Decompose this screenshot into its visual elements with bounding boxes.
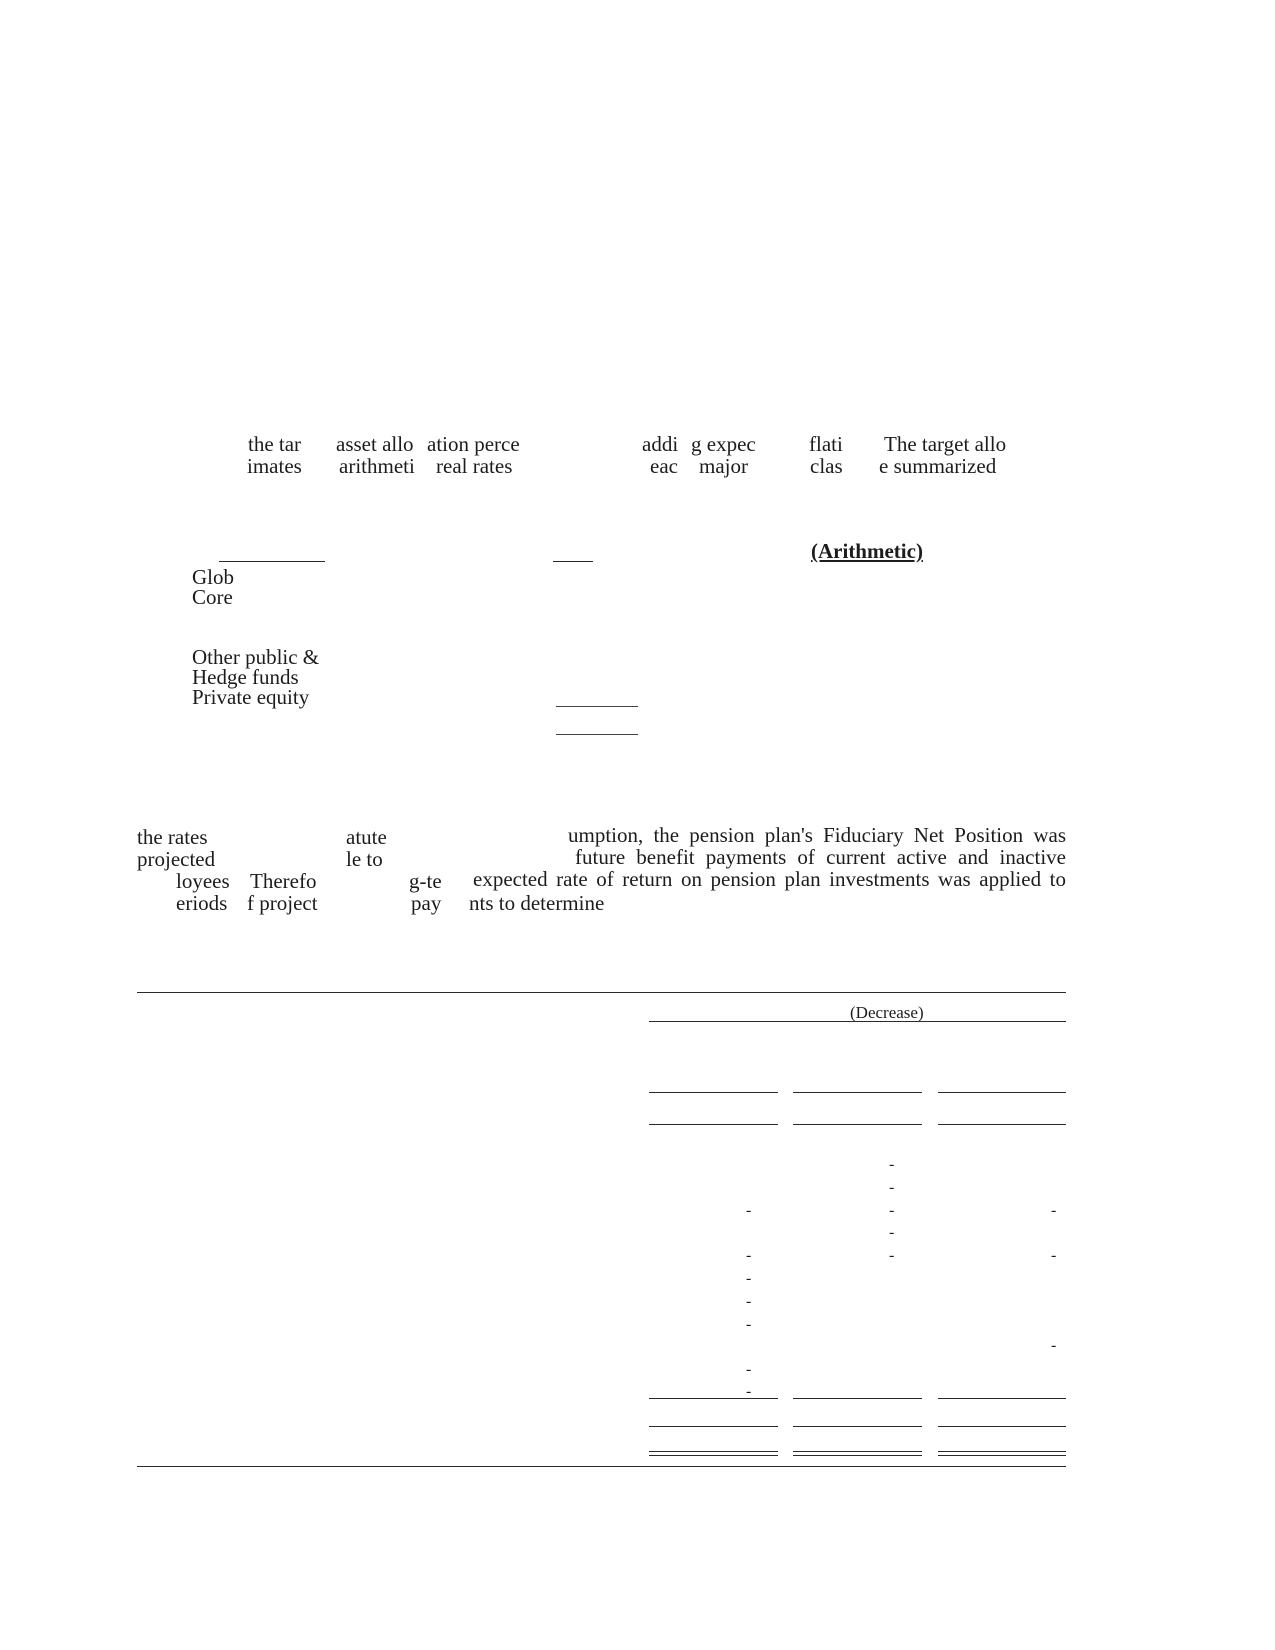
text-fragment: arithmeti xyxy=(339,454,415,478)
text-fragment: atute xyxy=(346,825,387,849)
dash-cell: - xyxy=(1051,1247,1057,1264)
column-underline xyxy=(649,1124,778,1125)
dash-cell: - xyxy=(889,1179,895,1196)
text-fragment: the tar xyxy=(248,432,302,456)
text-fragment: expected rate of return on pension plan investments was applied to xyxy=(473,867,1066,891)
column-underline xyxy=(938,1092,1066,1093)
asset-class-row: Private equity xyxy=(192,685,310,709)
dash-cell: - xyxy=(889,1247,895,1264)
subtotal-underline xyxy=(649,1398,778,1399)
subtotal-underline xyxy=(793,1426,922,1427)
text-fragment: loyees xyxy=(176,869,230,893)
total-double-underline xyxy=(793,1451,922,1456)
total-underline xyxy=(556,706,638,707)
dash-cell: - xyxy=(889,1224,895,1241)
asset-class-row: Other public & xyxy=(192,645,320,669)
text-fragment: e summarized xyxy=(879,454,997,478)
dash-cell: - xyxy=(889,1202,895,1219)
column-underline xyxy=(793,1124,922,1125)
table-bottom-rule xyxy=(137,1466,1066,1467)
dash-cell: - xyxy=(746,1383,752,1400)
text-fragment: pay xyxy=(411,891,442,915)
total-double-underline xyxy=(938,1451,1066,1456)
dash-cell: - xyxy=(746,1293,752,1310)
subtotal-underline xyxy=(793,1398,922,1399)
text-fragment: umption, the pension plan's Fiduciary Net Position was xyxy=(568,823,1066,847)
text-fragment: addi xyxy=(642,432,679,456)
text-fragment: clas xyxy=(810,454,843,478)
column-header-decrease: (Decrease) xyxy=(850,1003,924,1022)
text-fragment: g expec xyxy=(691,432,756,456)
column-underline xyxy=(793,1092,922,1093)
text-fragment: le to xyxy=(346,847,383,871)
text-fragment: major xyxy=(699,454,748,478)
dash-cell: - xyxy=(746,1361,752,1378)
text-fragment: eac xyxy=(650,454,678,478)
column-underline xyxy=(219,561,325,562)
total-double-underline xyxy=(649,1451,778,1456)
text-fragment: ation perce xyxy=(427,432,520,456)
text-fragment: imates xyxy=(247,454,302,478)
column-underline xyxy=(938,1124,1066,1125)
dash-cell: - xyxy=(889,1156,895,1173)
dash-cell: - xyxy=(746,1247,752,1264)
dash-cell: - xyxy=(746,1316,752,1333)
text-fragment: flati xyxy=(809,432,843,456)
text-fragment: projected xyxy=(137,847,216,871)
text-fragment: future benefit payments of current active and inactive xyxy=(575,845,1066,869)
subtotal-underline xyxy=(938,1398,1066,1399)
header-underline xyxy=(649,1021,1066,1022)
text-fragment: f project xyxy=(247,891,318,915)
text-fragment: the rates xyxy=(137,825,208,849)
text-fragment: nts to determine xyxy=(469,891,605,915)
text-fragment: Therefo xyxy=(250,869,317,893)
column-underline xyxy=(649,1092,778,1093)
dash-cell: - xyxy=(1051,1202,1057,1219)
total-underline xyxy=(556,734,638,735)
column-header-arithmetic: (Arithmetic) xyxy=(811,539,923,563)
text-fragment: asset allo xyxy=(336,432,414,456)
dash-cell: - xyxy=(746,1202,752,1219)
text-fragment: The target allo xyxy=(884,432,1007,456)
asset-class-row: Core xyxy=(192,585,233,609)
dash-cell: - xyxy=(746,1270,752,1287)
dash-cell: - xyxy=(1051,1337,1057,1354)
text-fragment: real rates xyxy=(436,454,513,478)
text-fragment: eriods xyxy=(176,891,228,915)
asset-class-row: Glob xyxy=(192,565,234,589)
subtotal-underline xyxy=(649,1426,778,1427)
text-fragment: g-te xyxy=(409,869,442,893)
table-top-rule xyxy=(137,992,1066,993)
asset-class-row: Hedge funds xyxy=(192,665,299,689)
subtotal-underline xyxy=(938,1426,1066,1427)
column-underline xyxy=(553,561,593,562)
